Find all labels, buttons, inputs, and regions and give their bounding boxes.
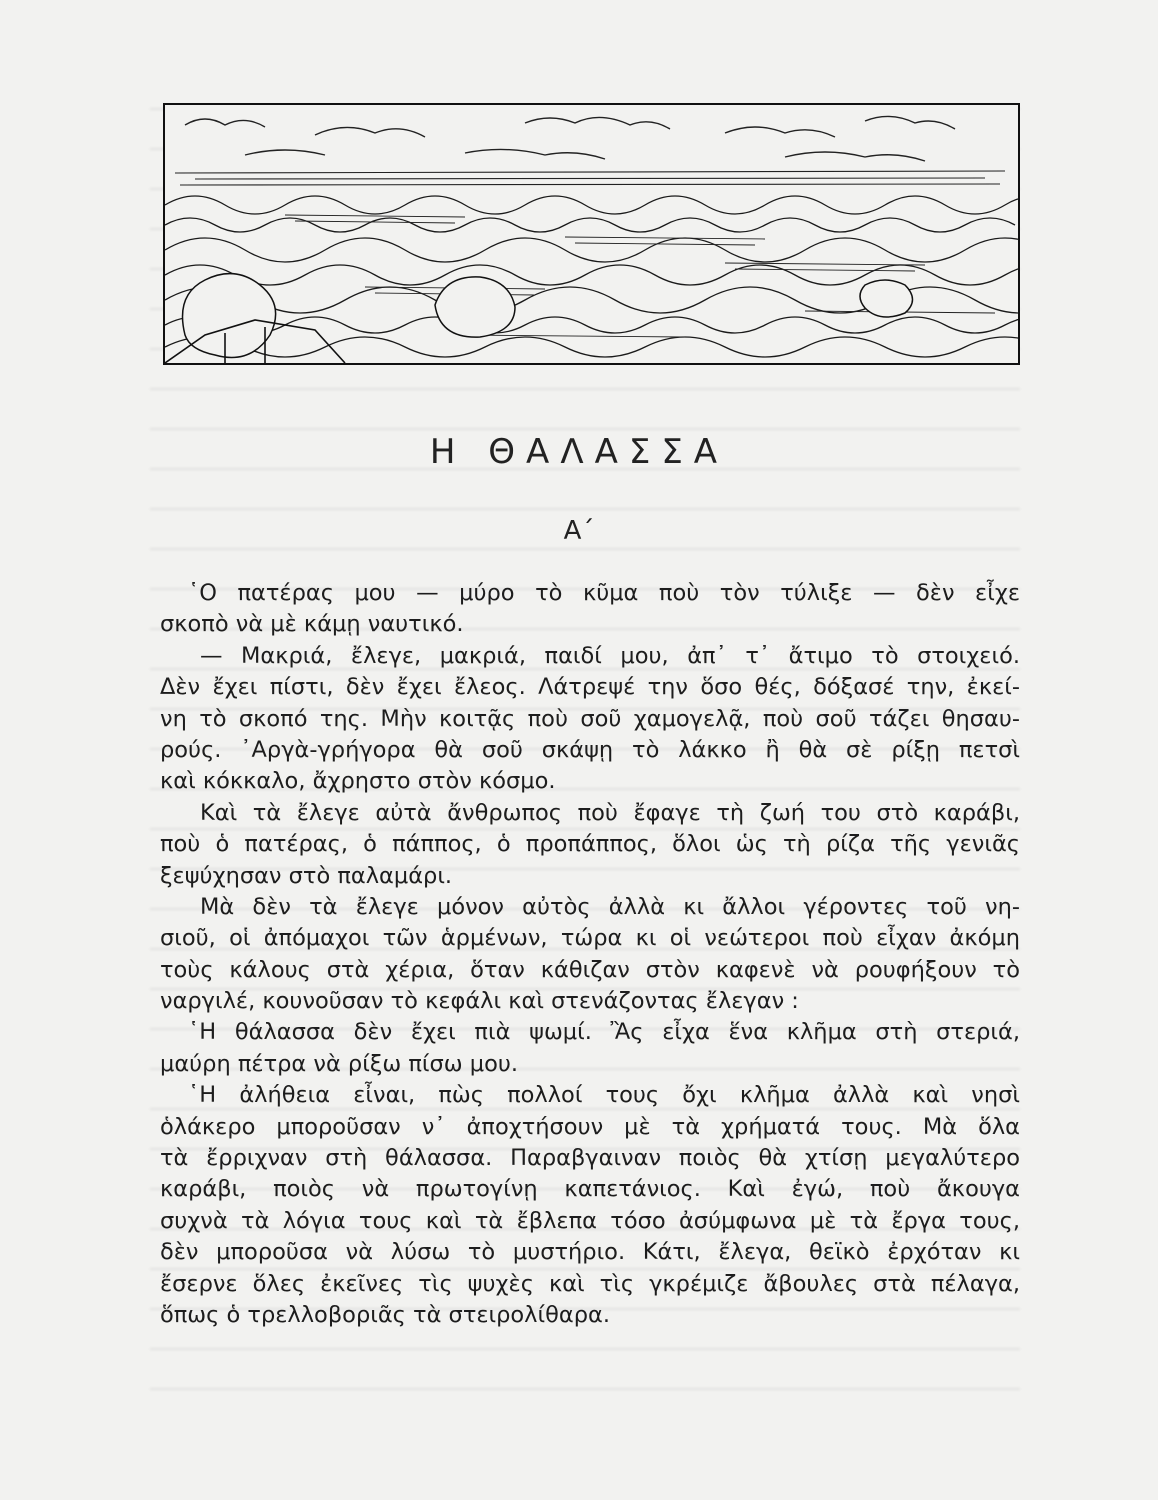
text-line: ξεψύχησαν στὸ παλαμάρι. <box>160 862 453 889</box>
text-line: ὅπως ὁ τρελλοβοριᾶς τὰ στειρολίθαρα. <box>160 1301 610 1328</box>
text-line: ποὺ ὁ πατέρας, ὁ πάππος, ὁ προπάππος, ὅλοι ὡς τὴ ρίζα τῆς γενιᾶς <box>160 831 1020 858</box>
text-line: σκοπὸ νὰ μὲ κάμῃ ναυτικό. <box>160 611 464 638</box>
text-line: ῾Ο πατέρας μου — μύρο τὸ κῦμα ποὺ τὸν τύλιξε — δὲν εἶχε <box>188 580 1020 606</box>
text-line: ὁλάκερο μποροῦσαν ν᾽ ἀποχτήσουν μὲ τὰ χρήματά τους. Μὰ ὅλα <box>160 1113 1020 1140</box>
text-line: νη τὸ σκοπό της. Μὴν κοιτᾷς ποὺ σοῦ χαμογελᾷ, ποὺ σοῦ τάζει θησαυ- <box>160 705 1020 732</box>
text-line: ναργιλέ, κουνοῦσαν τὸ κεφάλι καὶ στενάζοντας ἔλεγαν : <box>160 988 799 1015</box>
text-line: ρούς. ᾿Αργὰ-γρήγορα θὰ σοῦ σκάψῃ τὸ λάκκο ἢ θὰ σὲ ρίξῃ πετσὶ <box>160 736 1020 763</box>
text-line: ῾Η θάλασσα δὲν ἔχει πιὰ ψωμί. Ἂς εἶχα ἕνα κλῆμα στὴ στεριά, <box>188 1019 1020 1046</box>
text-line: καράβι, ποιὸς νὰ πρωτογίνῃ καπετάνιος. Καὶ ἐγώ, ποὺ ἄκουγα <box>160 1176 1020 1203</box>
article-body <box>160 578 1020 1331</box>
text-line: Μὰ δὲν τὰ ἔλεγε μόνον αὐτὸς ἀλλὰ κι ἄλλοι γέροντες τοῦ νη- <box>200 893 1020 920</box>
waves-engraving-icon <box>165 105 1018 363</box>
text-line: σιοῦ, οἱ ἀπόμαχοι τῶν ἁρμένων, τώρα κι οἱ νεώτεροι ποὺ εἶχαν ἀκόμη <box>160 925 1020 952</box>
text-line: δὲν μποροῦσα νὰ λύσω τὸ μυστήριο. Κάτι, ἔλεγα, θεϊκὸ ἐρχόταν κι <box>160 1239 1020 1266</box>
text-line: Καὶ τὰ ἔλεγε αὐτὰ ἄνθρωπος ποὺ ἔφαγε τὴ ζωή του στὸ καράβι, <box>200 799 1020 826</box>
text-line: τοὺς κάλους στὰ χέρια, ὅταν κάθιζαν στὸν καφενὲ νὰ ρουφήξουν τὸ <box>160 956 1020 983</box>
page-title: Η ΘΑΛΑΣΣΑ <box>429 432 729 472</box>
text-line: καὶ κόκκαλο, ἄχρηστο στὸν κόσμο. <box>160 768 556 795</box>
text-line: μαύρη πέτρα νὰ ρίξω πίσω μου. <box>160 1050 519 1077</box>
sea-waves-illustration <box>163 103 1020 365</box>
text-line: συχνὰ τὰ λόγια τους καὶ τὰ ἔβλεπα τόσο ἀσύμφωνα μὲ τὰ ἔργα τους, <box>160 1207 1020 1234</box>
text-line: — Μακριά, ἔλεγε, μακριά, παιδί μου, ἀπ᾽ τ᾽ ἄτιμο τὸ στοιχειό. <box>200 642 1020 669</box>
text-line: ἔσερνε ὅλες ἐκεῖνες τὶς ψυχὲς καὶ τὶς γκρέμιζε ἄβουλες στὰ πέλαγα, <box>160 1270 1020 1297</box>
chapter-number: Α΄ <box>563 516 595 546</box>
text-line: τὰ ἔρριχναν στὴ θάλασσα. Παραβγαιναν ποιὸς θὰ χτίσῃ μεγαλύτερο <box>160 1145 1020 1172</box>
text-line: Δὲν ἔχει πίστι, δὲν ἔχει ἔλεος. Λάτρεψέ την ὅσο θές, δόξασέ την, ἐκεί- <box>160 674 1020 701</box>
text-line: ῾Η ἀλήθεια εἶναι, πὼς πολλοί τους ὄχι κλῆμα ἀλλὰ καὶ νησὶ <box>188 1082 1020 1109</box>
